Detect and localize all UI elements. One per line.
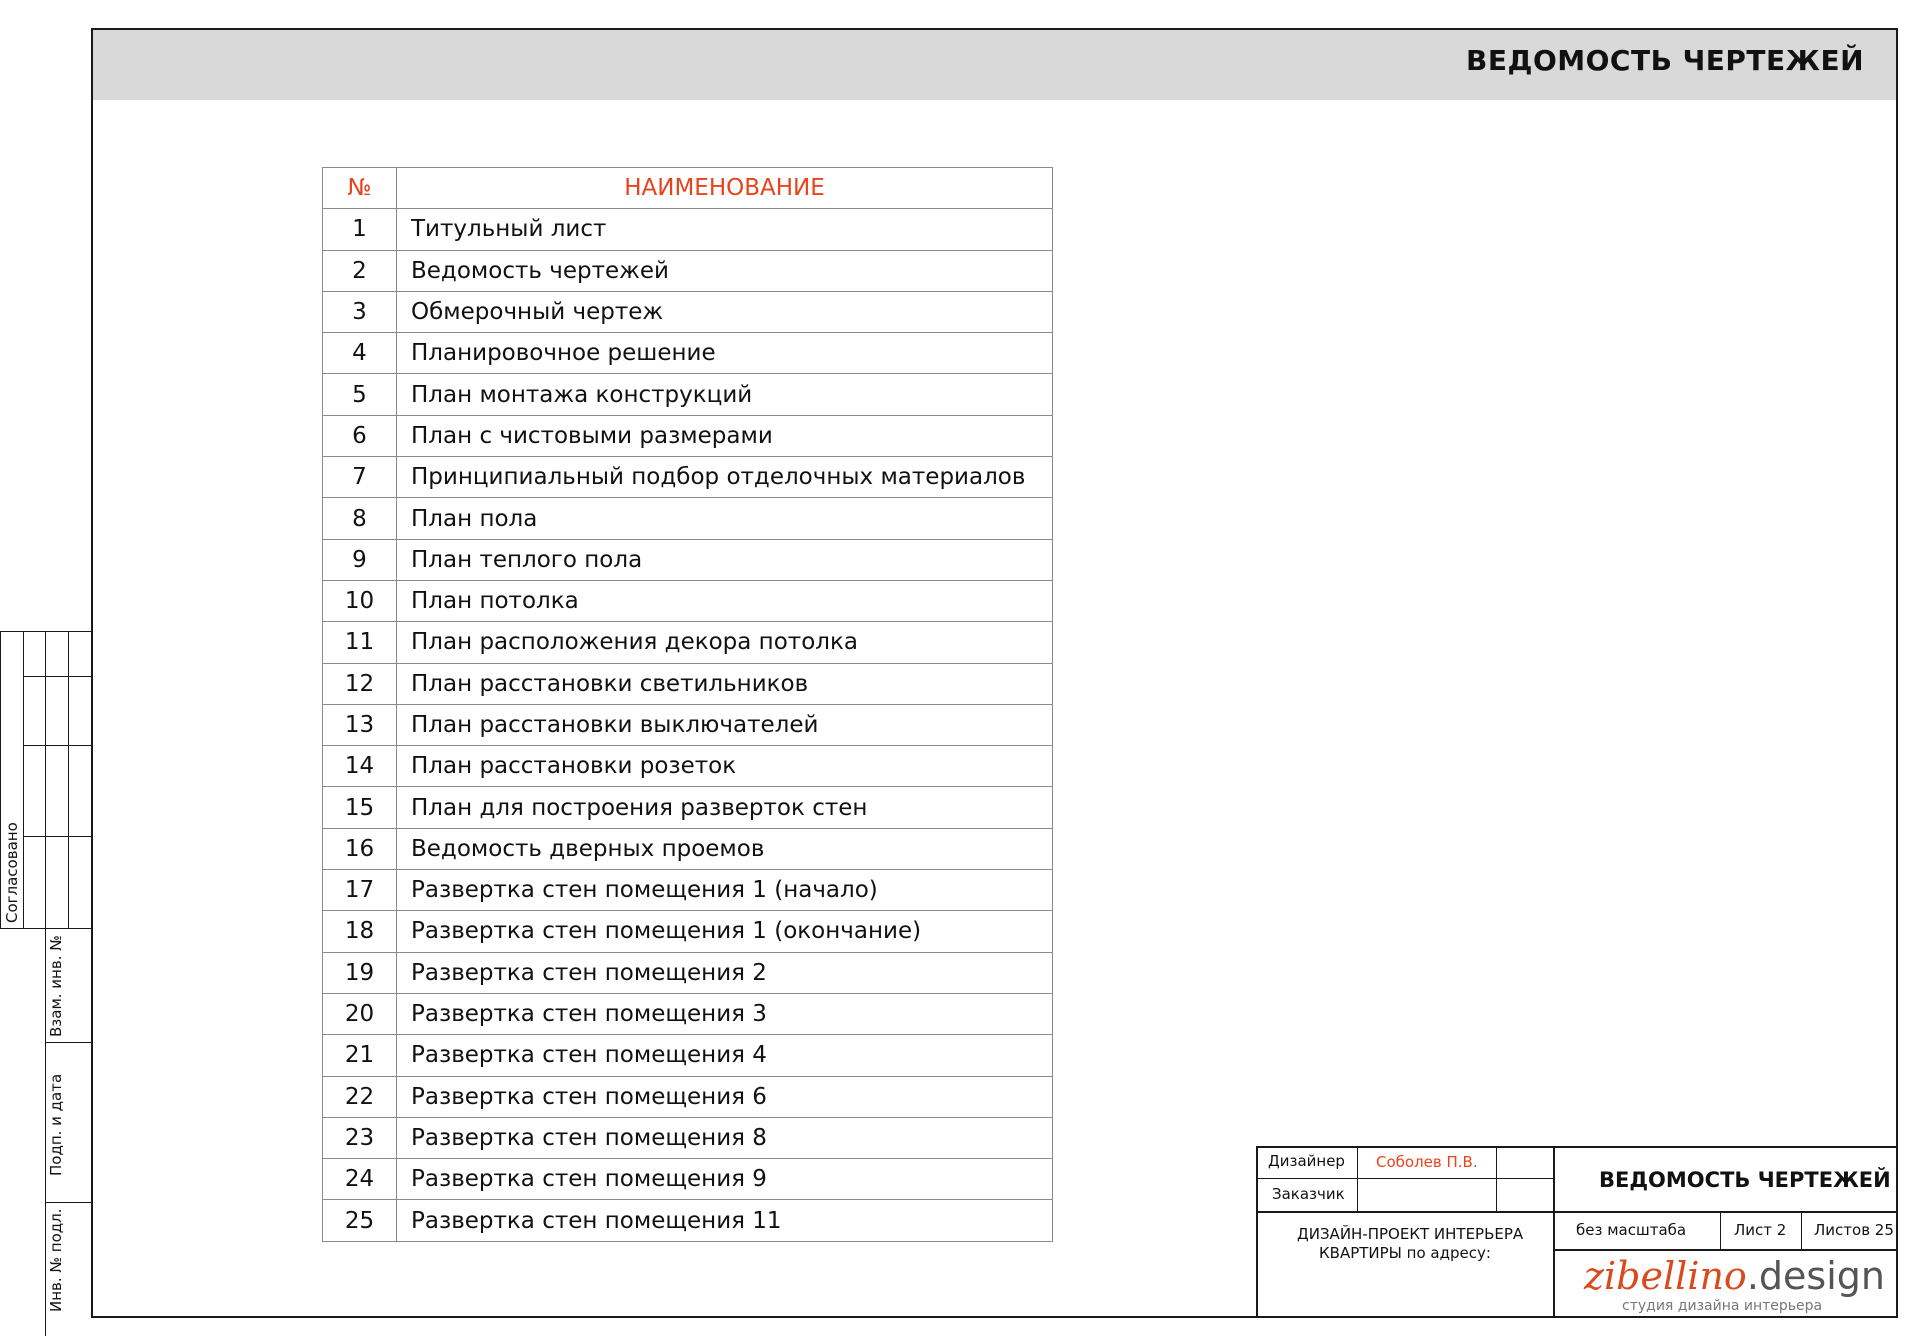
row-number: 10 — [323, 580, 397, 621]
row-number: 3 — [323, 291, 397, 332]
row-name: Развертка стен помещения 8 — [397, 1117, 1053, 1158]
row-number: 6 — [323, 415, 397, 456]
row-name: План с чистовыми размерами — [397, 415, 1053, 456]
row-name: Ведомость дверных проемов — [397, 828, 1053, 869]
row-number: 25 — [323, 1200, 397, 1241]
row-name: План пола — [397, 498, 1053, 539]
row-number: 19 — [323, 952, 397, 993]
row-number: 18 — [323, 911, 397, 952]
row-name: Развертка стен помещения 1 (начало) — [397, 870, 1053, 911]
drawings-table — [322, 167, 1053, 1242]
table-row — [323, 870, 1053, 911]
table-row — [323, 704, 1053, 745]
designer-name: Соболев П.В. — [1376, 1153, 1478, 1171]
row-name: Планировочное решение — [397, 333, 1053, 374]
table-row — [323, 1159, 1053, 1200]
designer-label: Дизайнер — [1268, 1152, 1345, 1170]
table-row — [323, 952, 1053, 993]
table-row — [323, 374, 1053, 415]
row-name: Развертка стен помещения 1 (окончание) — [397, 911, 1053, 952]
row-number: 4 — [323, 333, 397, 374]
logo-subtitle: студия дизайна интерьера — [1622, 1298, 1823, 1314]
row-number: 23 — [323, 1117, 397, 1158]
row-number: 7 — [323, 457, 397, 498]
table-row — [323, 415, 1053, 456]
row-number: 2 — [323, 250, 397, 291]
replace-inv-label: Взам. инв. № — [47, 935, 65, 1037]
row-number: 15 — [323, 787, 397, 828]
row-number: 12 — [323, 663, 397, 704]
row-number: 14 — [323, 746, 397, 787]
row-name: План расстановки светильников — [397, 663, 1053, 704]
logo-design-text: .design — [1746, 1254, 1885, 1298]
row-name: Развертка стен помещения 11 — [397, 1200, 1053, 1241]
row-number: 16 — [323, 828, 397, 869]
table-row — [323, 1117, 1053, 1158]
row-name: Развертка стен помещения 6 — [397, 1076, 1053, 1117]
table-row — [323, 746, 1053, 787]
row-number: 13 — [323, 704, 397, 745]
row-name: Ведомость чертежей — [397, 250, 1053, 291]
row-name: План монтажа конструкций — [397, 374, 1053, 415]
row-name: План теплого пола — [397, 539, 1053, 580]
sheet-number: Лист 2 — [1734, 1221, 1787, 1239]
row-name: План расстановки выключателей — [397, 704, 1053, 745]
logo-script-text: zibellino — [1584, 1254, 1747, 1298]
table-row — [323, 993, 1053, 1034]
table-header-row — [323, 168, 1053, 209]
row-number: 21 — [323, 1035, 397, 1076]
row-name: План потолка — [397, 580, 1053, 621]
inv-no-label: Инв. № подл. — [47, 1208, 65, 1312]
row-number: 8 — [323, 498, 397, 539]
table-row — [323, 539, 1053, 580]
project-line-2: КВАРТИРЫ по адресу: — [1319, 1244, 1491, 1262]
table-row — [323, 1200, 1053, 1241]
row-name: Развертка стен помещения 3 — [397, 993, 1053, 1034]
row-number: 5 — [323, 374, 397, 415]
header-name: НАИМЕНОВАНИЕ — [397, 168, 1053, 209]
table-row — [323, 828, 1053, 869]
table-row — [323, 250, 1053, 291]
studio-logo — [1584, 1254, 1884, 1314]
row-name: Развертка стен помещения 4 — [397, 1035, 1053, 1076]
sheets-total: Листов 25 — [1814, 1221, 1894, 1239]
row-name: Принципиальный подбор отделочных материалов — [397, 457, 1053, 498]
row-name: Титульный лист — [397, 209, 1053, 250]
scale-value: без масштаба — [1576, 1221, 1687, 1239]
table-row — [323, 209, 1053, 250]
project-line-1: ДИЗАЙН-ПРОЕКТ ИНТЕРЬЕРА — [1297, 1225, 1524, 1243]
row-number: 24 — [323, 1159, 397, 1200]
row-name: Развертка стен помещения 2 — [397, 952, 1053, 993]
sign-date-label: Подп. и дата — [47, 1073, 65, 1176]
row-number: 11 — [323, 622, 397, 663]
client-label: Заказчик — [1272, 1185, 1345, 1203]
row-number: 9 — [323, 539, 397, 580]
table-row — [323, 663, 1053, 704]
table-row — [323, 1076, 1053, 1117]
table-row — [323, 622, 1053, 663]
row-number: 22 — [323, 1076, 397, 1117]
table-row — [323, 498, 1053, 539]
table-row — [323, 911, 1053, 952]
row-name: План расстановки розеток — [397, 746, 1053, 787]
table-row — [323, 1035, 1053, 1076]
row-name: План для построения разверток стен — [397, 787, 1053, 828]
header-num: № — [323, 168, 397, 209]
agreed-label: Согласовано — [3, 822, 21, 923]
title-block — [1256, 1146, 1898, 1318]
row-name: План расположения декора потолка — [397, 622, 1053, 663]
sheet-title: ВЕДОМОСТЬ ЧЕРТЕЖЕЙ — [1599, 1168, 1891, 1192]
row-number: 20 — [323, 993, 397, 1034]
table-row — [323, 333, 1053, 374]
row-name: Обмерочный чертеж — [397, 291, 1053, 332]
table-row — [323, 457, 1053, 498]
row-number: 1 — [323, 209, 397, 250]
table-row — [323, 787, 1053, 828]
page-title: ВЕДОМОСТЬ ЧЕРТЕЖЕЙ — [1466, 44, 1864, 77]
table-row — [323, 580, 1053, 621]
table-row — [323, 291, 1053, 332]
row-name: Развертка стен помещения 9 — [397, 1159, 1053, 1200]
row-number: 17 — [323, 870, 397, 911]
